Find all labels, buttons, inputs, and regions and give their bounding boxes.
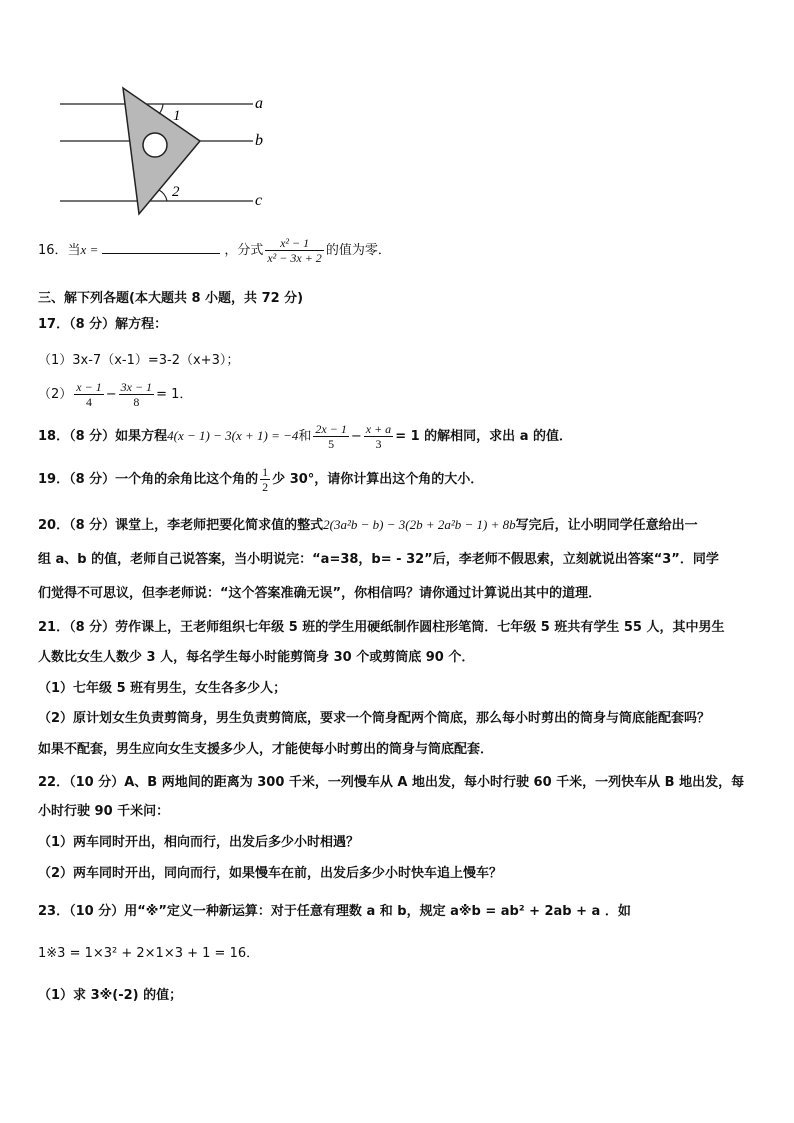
question-17-part-1: （1）3x-7（x-1）=3-2（x+3）； <box>38 353 240 368</box>
section-3-heading: 三、解下列各题(本大题共 8 小题，共 72 分) <box>38 291 304 306</box>
question-22-part-2: （2）两车同时开出，同向而行，如果慢车在前，出发后多少小时快车追上慢车？ <box>38 866 503 881</box>
question-20-line-1: 20．（8 分）课堂上，李老师把要化简求值的整式2(3a²b − b) − 3(2b + 2a²b − 1) + 8b写完后，让小明同学任意给出一 <box>38 517 698 533</box>
angle-label-2: 2 <box>172 184 180 200</box>
angle-2-arc <box>159 190 167 201</box>
triangle-parallel-lines-figure <box>55 80 285 220</box>
question-20-line-2: 组 a、b 的值，老师自己说答案，当小明说完：“a=38，b= - 32”后，李老师不假思索，立刻就说出答案“3”．同学 <box>38 552 719 567</box>
question-16: 16．当x = ，分式 $\frac{\text{x² − 1}}{\text{x² − 3x + 2}}$ 的值为零． <box>38 236 391 265</box>
question-23-example: 1※3 = 1×3² + 2×1×3 + 1 = 16． <box>38 946 260 961</box>
question-22-line-1: 22．（10 分）A、B 两地间的距离为 300 千米，一列慢车从 A 地出发，每小时行驶 60 千米，一列快车从 B 地出发，每 <box>38 775 745 790</box>
question-21-part-2a: （2）原计划女生负责剪筒身，男生负责剪筒底，要求一个筒身配两个筒底，那么每小时剪出的筒身与筒底能配套吗？ <box>38 711 711 726</box>
question-18: 18．（8 分）如果方程4(x − 1) − 3(x + 1) = −4和 $\frac{2x - 1}{5}$ − $\frac{x + a}{3}$ = 1 的解相同，求出 a 的值． <box>38 422 573 451</box>
question-19: 19．（8 分）一个角的余角比这个角的 $\frac{1}{2}$ 少 30°，请你计算出这个角的大小． <box>38 465 484 494</box>
angle-label-1: 1 <box>173 108 181 124</box>
question-17-title: 17．（8 分）解方程： <box>38 317 168 332</box>
question-23-line-1: 23．（10 分）用“※”定义一种新运算：对于任意有理数 a 和 b，规定 a※b = ab² + 2ab + a ．如 <box>38 904 631 919</box>
answer-blank[interactable] <box>102 241 220 254</box>
question-21-part-2b: 如果不配套，男生应向女生支援多少人，才能使每小时剪出的筒身与筒底配套． <box>38 742 494 757</box>
question-21-line-1: 21．（8 分）劳作课上，王老师组织七年级 5 班的学生用硬纸制作圆柱形笔筒．七年级 5 班共有学生 55 人，其中男生 <box>38 620 725 635</box>
question-21-line-2: 人数比女生人数少 3 人，每名学生每小时能剪筒身 30 个或剪筒底 90 个． <box>38 650 475 665</box>
question-23-part-1: （1）求 3※(-2) 的值； <box>38 988 183 1003</box>
question-22-line-2: 小时行驶 90 千米问： <box>38 804 170 819</box>
question-22-part-1: （1）两车同时开出，相向而行，出发后多少小时相遇？ <box>38 835 360 850</box>
question-20-line-3: 们觉得不可思议，但李老师说：“这个答案准确无误”，你相信吗？请你通过计算说出其中的道理． <box>38 586 602 601</box>
fraction: $\frac{\text{x² − 1}}{\text{x² − 3x + 2}}$ <box>267 236 322 265</box>
line-label-c: c <box>255 192 263 209</box>
question-21-part-1: （1）七年级 5 班有男生，女生各多少人； <box>38 681 287 696</box>
angle-1-arc <box>159 104 163 114</box>
line-label-b: b <box>255 132 263 149</box>
question-17-part-2: （2） $\frac{x - 1}{4}$ − $\frac{3x - 1}{8}$ = 1． <box>38 380 193 409</box>
triangle-hole <box>143 133 167 157</box>
line-label-a: a <box>255 95 263 112</box>
